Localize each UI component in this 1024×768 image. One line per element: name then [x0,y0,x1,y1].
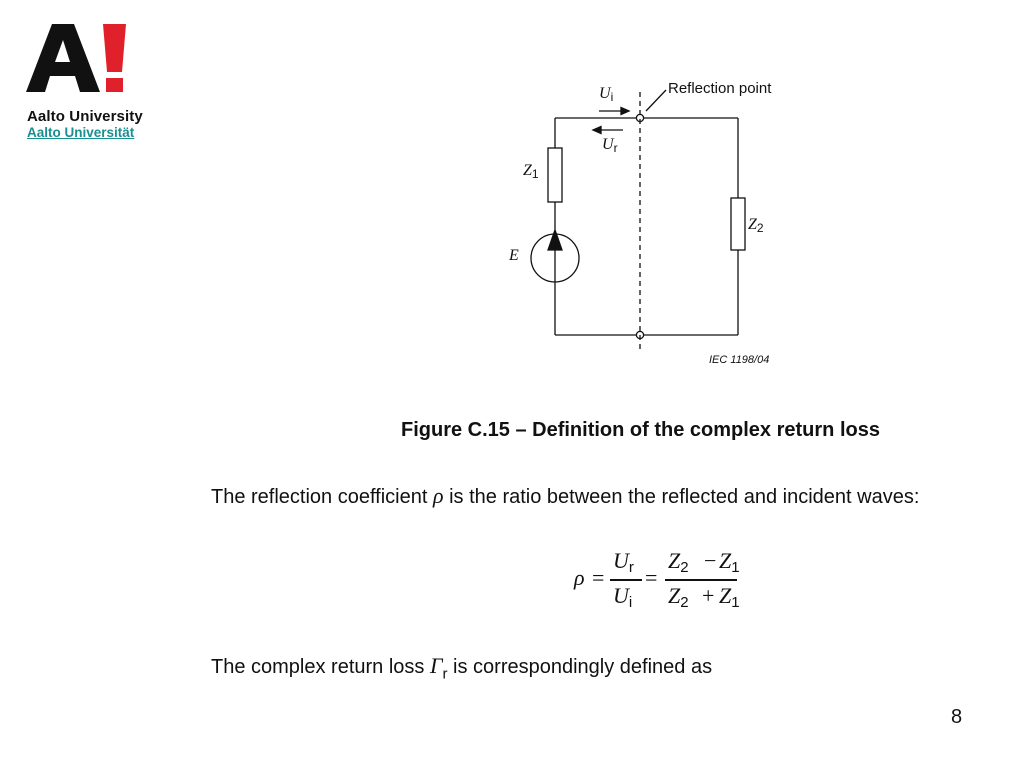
paragraph-reflection-coefficient: The reflection coefficient ρ is the ratio between the reflected and incident waves: [211,483,920,508]
z2-resistor [731,198,745,250]
aalto-logo [26,20,186,150]
z1-resistor [548,148,562,202]
university-name-link[interactable]: Aalto Universität [27,125,135,140]
reflection-formula: ρ = $U_r$ $U_i$ = $Z_2$ − $Z_1$ $Z_2$ + $Z_1$ [574,548,740,611]
ur-label: $U_r$ [602,136,618,155]
source-reference: IEC 1198/04 [709,354,770,366]
university-name: Aalto University [27,108,143,125]
z2-label: $Z_2$ [748,216,764,235]
circuit-figure [495,78,795,378]
ur-arrow [593,127,623,134]
ui-arrow [599,108,629,115]
reflection-point-label: Reflection point [668,80,772,97]
aalto-logo-mark [26,20,130,98]
page-number: 8 [951,706,963,728]
rho-symbol: ρ [432,483,444,508]
e-label: E [509,247,519,264]
gamma-symbol: $\Gamma_r$ [429,653,448,683]
figure-caption: Figure C.15 – Definition of the complex return loss [401,419,880,441]
z1-label: $Z_1$ [523,162,539,181]
paragraph-complex-return-loss: The complex return loss $\Gamma_r$ is correspondingly defined as [211,653,713,683]
reflection-pointer [646,90,666,111]
ui-label: $U_i$ [599,85,614,104]
